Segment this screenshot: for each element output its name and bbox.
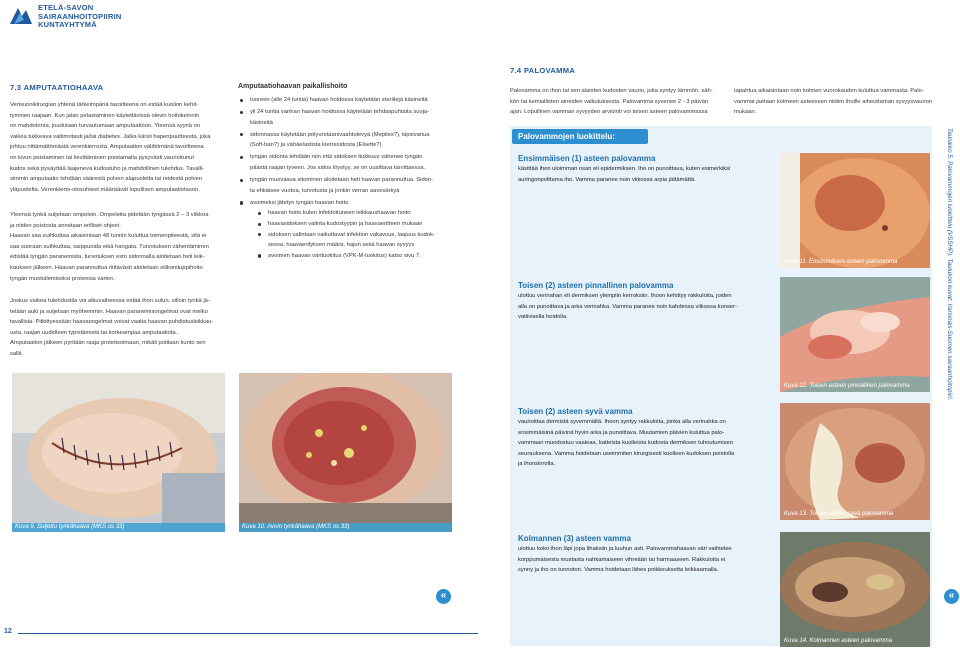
- photo-second-degree-deep-burn: [780, 403, 930, 520]
- caption-photo-14: Kuva 14. Kolmannen asteen palovamma: [784, 638, 893, 644]
- text-line: vammat jaetaan kolmeen asteeseen niiden ihoille aiheuttaman syvyysvaurion: [734, 98, 933, 105]
- text-line: tyngän muovaava sitominen aloitetaan heti haavan parannuttua. Sidon-: [250, 177, 434, 184]
- next-page-button[interactable]: «: [944, 589, 959, 604]
- text-line: päästä raajan tyveen. Jos sidos löystyy, se on uusittava tarvittaessa.: [250, 165, 426, 172]
- wound-care-list: [238, 95, 463, 261]
- text-line: synny ja iho on tunnoton. Vamma hoidetaan lähes poikkeuksetta leikkaamalla.: [518, 567, 719, 574]
- text-line: (Soft-ban?) ja vähäelastista kierresidosta (Elsette?): [250, 142, 382, 149]
- text-line: ta ehkäisee vuotoa, turvotusta ja jonkin verran aavesärkyä: [250, 187, 400, 194]
- org-name-line3: KUNTAYHTYMÄ: [38, 20, 97, 29]
- amputation-paragraph-1: [10, 100, 225, 195]
- text-line: Haavan saa suihkuttaa aikaisintaan 48 tunnin kuluttua toimenpiteestä, sitä ei: [10, 233, 207, 240]
- org-name-line2: SAIRAANHOITOPIIRIN: [38, 11, 122, 21]
- text-line: yli 24 tuntia vanhan haavan hoidossa käytetään tehdaspuhtaita suoja-: [250, 109, 430, 116]
- text-line: saa suoraan suihkuttaa, saippuoida eikä hangata. Turvotuksen vähentäminen: [10, 243, 209, 250]
- photo-third-degree-burn: [780, 532, 930, 647]
- list-item: [238, 152, 463, 173]
- text-line: edistää tyngän paranemista, turvotuksen esto sidonnalla aloitetaan heti leik-: [10, 254, 205, 261]
- text-line: käsittää ihon uloimman osan eli epidermiksen. Iho on punoittava, kuten esimerkiksi: [518, 166, 731, 172]
- text-line: vammaan muodostuu vaaleaa, katteista kuolleista kudosta dermiksen tuhoutumisen: [518, 440, 733, 447]
- second-degree-deep-title: Toisen (2) asteen syvä vamma: [518, 407, 633, 416]
- text-line: tyngän muotoilemiseksi proteesia varten.: [10, 275, 116, 282]
- text-line: mukaan.: [734, 109, 757, 116]
- sub-list-item: [238, 219, 463, 230]
- footer-rule: [18, 633, 478, 634]
- caption-photo-10: Kuva 10. Avoin tynkähaava (MKS os 33): [239, 523, 452, 532]
- caption-photo-11: Kuva 11. Ensimmäisen asteen palovamma: [784, 259, 898, 265]
- photo-first-degree-burn: [780, 153, 930, 268]
- text-line: avoimen haavan värituokitus (VPK-M-luokitus) katso sivu 7.: [268, 252, 421, 259]
- first-degree-title: Ensimmäisen (1) asteen palovamma: [518, 154, 656, 163]
- text-line: on mahdotonta, joudutaan turvautumaan amputaatioon. Yleensä syynä on: [10, 123, 201, 130]
- sub-list-item: [238, 208, 463, 219]
- text-line: sessa, haavaerityksen määrä, hajun sekä haavan syvyys: [268, 242, 415, 249]
- text-line: avoimeksi jätetyn tyngän haavan hoito: [250, 199, 349, 206]
- caption-photo-13: Kuva 13. Toisen asteen syvä palovamma: [784, 511, 894, 517]
- text-line: vatiivisella hoidolla.: [518, 314, 568, 321]
- list-item: [238, 107, 463, 128]
- hospital-logo-icon: [8, 4, 34, 26]
- text-line: kauksen jälkeen. Haavan parannuttua riittävästi aloitetaan silikonituppihoito: [10, 264, 203, 271]
- text-line: haavan hoito kuten infektoituneen leikkaushaavan hoito: [268, 210, 411, 217]
- table-source-note: Taulukko 5. Palovammojen luokittelu (VSSHP). Taulukon kuvat: Varsinais-Suomen sairaanhoitopiiri.: [946, 128, 953, 401]
- text-line: Joskus vaikea tulehdustila voi alkuvaiheessa estää ihon sulun, silloin tynkä jä-: [10, 298, 210, 304]
- text-line: vaurioittaa dermistä syvemmältä. Ihoon syntyy rakkuloita, jonka alla verinahka on: [518, 419, 726, 425]
- caption-photo-9: Kuva 9. Suljettu tynkähaava (MKS os 33): [12, 523, 225, 532]
- previous-page-button[interactable]: «: [436, 589, 451, 604]
- text-line: haavasidoksen valinta kudostyypin ja haavaeritteen mukaan: [268, 221, 423, 228]
- text-line: tyminen raajaan. Kun jalan pelastaminen käytettävissä olevin hoitokeinoin: [10, 112, 200, 119]
- list-item: [238, 198, 463, 209]
- caption-photo-12: Kuva 12. Toisen asteen pinnallinen palovamma: [784, 383, 910, 389]
- text-line: tavallisia. Pitkittyessään haavaongelmat voivat vaatia haavan puhdistusleikkau-: [10, 319, 214, 326]
- organization-name: [38, 4, 121, 30]
- second-degree-superficial-text: [518, 291, 778, 323]
- amputation-paragraph-2: [10, 210, 225, 284]
- second-degree-superficial-title: Toisen (2) asteen pinnallinen palovamma: [518, 281, 674, 290]
- text-line: käsineitä: [250, 119, 273, 126]
- photo-open-stump-wound: [239, 373, 452, 532]
- text-line: korppumaisesta mustasta nahkamaiseen vihreään tai harmaaseen. Rakkuloita ei: [518, 556, 726, 563]
- photo-second-degree-superficial-burn: [780, 277, 930, 392]
- first-degree-text: [518, 164, 778, 185]
- text-line: seurauksena. Vamma hoidetaan useimmiten kirurgisesti kuolleen kudoksen poistolla: [518, 450, 735, 457]
- text-line: simmin amputaatio tehdään säärestä polven alapuolelta tai reidestä polven: [10, 176, 203, 183]
- text-line: sallii.: [10, 350, 23, 357]
- page-number: 12: [4, 628, 12, 635]
- sub-list-item: [238, 251, 463, 262]
- text-line: tuoreen (alle 24 tuntia) haavan hoidossa käytetään steriilejä käsineitä: [250, 97, 428, 103]
- text-line: ajan. Lopullinen vamman syvyyden arviointi voi toisen asteen palovammassa: [510, 109, 708, 116]
- table-title: Palovammojen luokittelu:: [512, 129, 648, 144]
- text-line: ja niiden poistosta annetaan erilliset ohjeet.: [10, 222, 121, 229]
- photo-closed-stump-wound: [12, 373, 225, 532]
- text-line: johtuu riittämättömästä verenkierrosta. Amputaation välittömänä tavoitteena: [10, 144, 204, 151]
- text-line: Verisuonikirurgian yhtenä tärkeimpänä tavoitteena on estää kuolion kehit-: [10, 102, 199, 108]
- text-line: tapahtua aikaisintaan noin kolmen vuorokauden kuluttua vammasta. Palo-: [734, 88, 924, 94]
- burns-intro-col2: [734, 86, 949, 118]
- text-line: ensimmäisinä päivinä hyvin arka ja punoittava. Muutamien päivien kuluttua palo-: [518, 429, 725, 436]
- text-line: usta, raajan uudelleen typistämistä tai korkeampaa amputaatiota..: [10, 329, 179, 336]
- text-line: sidoksen valintaan vaikuttavat infektion vakavuus, laajuus kudok-: [268, 231, 435, 238]
- third-degree-title: Kolmannen (3) asteen vamma: [518, 534, 631, 543]
- text-line: ulottuu koko ihon läpi jopa lihaksiin ja luuhun asti. Palovammahaavan väri vaihtelee: [518, 546, 732, 552]
- text-line: vaikea tukkeava valtimotauti ja/tai diabetes. Jalka kärsii hapenpuutteesta, joka: [10, 133, 211, 140]
- third-degree-text: [518, 544, 778, 576]
- second-degree-deep-text: [518, 417, 778, 470]
- text-line: Amputaation jälkeen pyritään raaja protetisoimaan, mikäli potilaan kunto sen: [10, 340, 206, 347]
- text-line: alla on punoittava ja arka verinahka. Vamma paranee noin kahdessa viikossa konser-: [518, 303, 738, 310]
- text-line: Yleensä tynkä suljetaan ompelein. Ompeleita pidetään tyngässä 2 – 3 viikkoa: [10, 212, 209, 218]
- list-item: [238, 175, 463, 196]
- text-line: Palovamma on ihon tai sen alaisten kudosten vaurio, joka syntyy lämmön, säh-: [510, 88, 713, 94]
- amputation-paragraph-3: [10, 296, 225, 360]
- section-heading-amputation: 7.3 AMPUTAATIOHAAVA: [10, 83, 104, 92]
- text-line: sidonnassa käytetään polyuretaanivaahtolevyä (Mepilex?), kipsivanua: [250, 131, 430, 138]
- section-heading-burns: 7.4 PALOVAMMA: [510, 66, 576, 75]
- burns-intro-col1: [510, 86, 725, 118]
- text-line: tyngän sidonta tehdään niin että sidoksen tiukkuus vähenee tyngän: [250, 154, 423, 161]
- text-line: ja ihonsiirrolla.: [518, 461, 556, 468]
- text-line: kudos sekä pysäyttää laajeneva kudostuho ja mahdollinen tulehdus. Tavalli-: [10, 165, 205, 172]
- text-line: on kivun poistaminen tai lievittäminen poistamalla pysyvästi vaurioitunut: [10, 154, 194, 161]
- text-line: tetään auki ja suljetaan myöhemmin. Haavan paranemisongelmat ovat melko: [10, 308, 208, 315]
- list-item: [238, 130, 463, 151]
- text-line: kön tai kemiallisten aineiden vaikutuksesta. Palovamma syvenee 2 - 3 päivän: [510, 98, 709, 105]
- list-item: [238, 95, 463, 106]
- sub-list-item: [238, 230, 463, 251]
- text-line: ulottuu verinahan eli dermiksen ylempiin kerroksiin. Ihoon kehittyy rakkuloita, joiden: [518, 293, 732, 299]
- org-name-line1: ETELÄ-SAVON: [38, 3, 94, 12]
- text-line: yläpuolelta. Verenkierto-olosuhteet määräävät lopullisen amputaatiotason.: [10, 186, 200, 193]
- text-line: auringonpolttama iho. Vamma paranee noin viikossa arpia jättämättä.: [518, 176, 696, 183]
- wound-care-heading: Amputaatiohaavan paikallishoito: [238, 83, 348, 90]
